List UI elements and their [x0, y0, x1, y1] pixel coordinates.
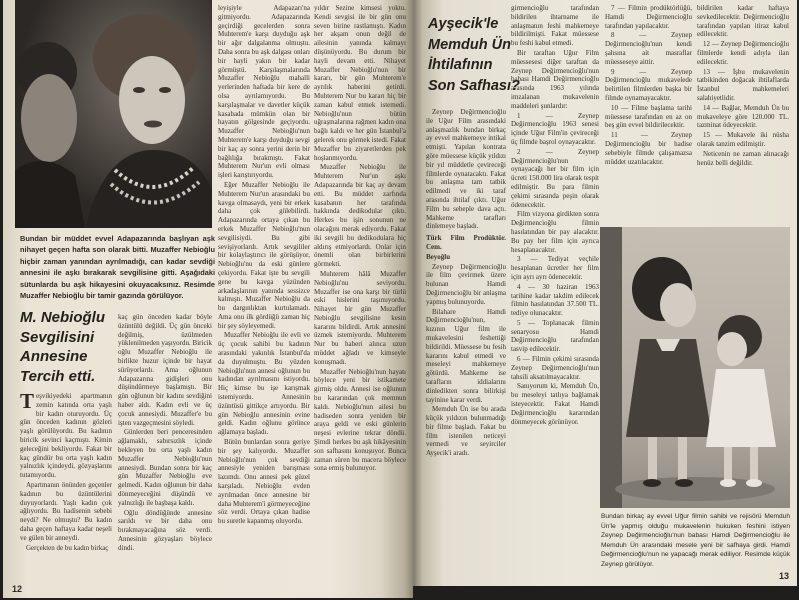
headline-line: Sevgilisini: [20, 328, 95, 346]
article-paragraph: leyişiyle Adapazarı'na gitmiyordu. Adapazarında geçirdiği gecelerden sonra Muhterem'e karşı duyduğu aşk bir ağır dalgalanma olmuştu. Daha sonra bu aşk dalgası onları bir hayli yakın bir kadar görmüştü. Karşılaşmalarında Muzaffer Nebioğlu mahalli yerlerinden haftada bir kere de olsa ayrılamıyordu. Bu karşılaşmalar ve davetler küçük kasabada mümkün olan bir hayatın gölgesinde geçiyordu. Muzaffer Nebioğlu'nun Muhterem'e karşı duyduğu sevgi bir kaç ay sonra yerini derin bir bağlılığa bırakmıştı. Fakat Muhterem Nur'un evli olması işleri karıştırıyordu.: [218, 4, 310, 180]
headline-line: Son Safhası?: [428, 77, 520, 94]
article-paragraph: Memduh Ün ise bu arada küçük yıldızın bulunmadığı bir filme başladı. Fakat bu film istenilen neticeyi vermedi ve seyirciler Ayşecik'i aradı.: [426, 405, 506, 458]
article-paragraph: 3 — Tediyat veçhile hesaplanan ücretler her film için ayrı ayrı ödenecektir.: [511, 255, 599, 281]
photo-couple-image: [15, 0, 212, 228]
headline-line: M. Nebioğlu: [20, 309, 105, 326]
article-paragraph: Sanıyorum ki, Memduh Ün, bu meseleyi tatlıya bağlamak isteyecektir. Fakat Hamdi Değirmencioğlu kararından dönmeyecek görünüyor.: [511, 382, 599, 426]
text-column-6: [511, 4, 599, 578]
article-paragraph: Muzaffer Nebioğlu ile Muhterem Nur'un aşkı Adapazarında bir kaç ay devam etti. Bu müddet zarfında kasabanın her tarafında hakkında dedikodular çıktı. Herkes bu işin sonunun ne olacağını merak ediyordu. Fakat iki sevgili bu dedikodulara hiç aldırış etmiyorlardı. Onlar için önemli olan birbirlerini görmekti.: [314, 163, 406, 269]
article-paragraph: 6 — Filmin çekimi sırasında Zeynep Değirmencioğlu'nun tahsili aksatılmayacaktır.: [511, 355, 599, 381]
article-paragraph: Film vizyona girdikten sonra Değirmencioğlu filmin hasılatından bir pay alacaktır. Bu pay her film için ayrıca hesaplanacaktır.: [511, 210, 599, 254]
child-dress: [706, 369, 776, 447]
article-paragraph: Apartmanın önünden geçenler kadının bu üzüntülerini duyuyorlardı. Yaşlı kadın çok ağlıyordu. Bu hadisenin sebebi neydi? Ne olmuştu? Bu kadın daha geçen haftaya kadar neşeli ve gülen bir anneydi.: [20, 480, 112, 542]
headline-line: Memduh Ün: [428, 36, 511, 53]
article-paragraph: Günlerden beri penceresinden ağlamaklı, sabırsızlık içinde bekleyen bu orta yaşlı kadın Muzaffer Nebioğlu'nun annesiydi. Bundan sonra bir kaç gün Muzaffer Nebioğlu eve gelmedi. Kadın oğlunun bir daha dönmeyeceğini düşündü ve yalnızlığı ile başbaşa kaldı.: [118, 428, 212, 507]
girl-shoe-left: [643, 479, 661, 487]
article-paragraph: Teşvikiyedeki apartmanın zemin katında orta yaşlı bir kadın oturuyordu. Üç gün önceden kadının gözleri yaşlı görülüyordu. Bu kadının biricik sevinci kaçmıştı. Kimin geleceğini bekliyordu. Fakat bir kaç gündür bu orta yaşlı kadın yalnızlık içindeydi, gözyaşlarını tutamıyordu.: [20, 392, 112, 480]
girl-leg-left: [648, 437, 657, 481]
woman-eye-left: [133, 87, 145, 93]
girl-leg-right: [678, 437, 687, 481]
article-paragraph: Neticenin ne zaman alınacağı henüz belli değildir.: [697, 149, 789, 167]
photo-children: [600, 227, 790, 508]
child-leg-left: [724, 447, 732, 481]
headline-line: Ayşecik'le: [428, 16, 499, 32]
child-face: [717, 332, 747, 366]
article-headline: [20, 308, 105, 386]
photo-caption: Bundan bir müddet evvel Adapazarında başlıyan aşk nihayet geçen hafta son olarak bitti. Muzaffer Nebioğlu hiçbir zaman yanından ayrılmadığı, can kadar sevdiği annesini ile aşkı bırakarak sevgilisine gitti. Aşağıdaki sütunlarda bu aşk hikayesini okuyacaksınız. Resimde Muzaffer Nebioğlu bir tamir gazında görülüyor.: [20, 234, 215, 301]
headline-line: İhtilafının: [428, 57, 493, 73]
article-paragraph: 14 — Bağlar, Memduh Ün bu mukaveleye göre 120.000 TL. tazminat ödeyecektir.: [697, 103, 789, 130]
article-subheading: Beyoğlu: [426, 252, 451, 261]
woman-face: [119, 56, 185, 144]
text-column-3: [218, 4, 310, 578]
article-paragraph: 15 — Mukavele iki nüsha olarak tanzim edilmiştir.: [697, 131, 789, 148]
furniture-shadow: [600, 227, 622, 508]
text-column-1: [20, 392, 112, 578]
article-paragraph: Bir taraftan Uğur Film müessesesi diğer taraftan da Zeynep Değirmencioğlu'nun babası Hamdi Değirmencioğlu arasında 1963 yılında imzalanan mukavelenin maddeleri şunlardır:: [511, 48, 599, 110]
article-paragraph: 11 — Zeynep Değirmencioğlu bir hadise sebebiyle filmde çalışamazsa müddet uzatılacaktır.: [605, 131, 692, 166]
woman-lips: [144, 121, 162, 128]
article-paragraph: Zeynep Değirmencioğlu ile film çevirmek üzere bulunan Hamdi Değirmencioğlu bir anlaşma yapmış bulunuyordu.: [426, 262, 506, 306]
man-face: [21, 74, 77, 162]
article-paragraph: 10 — Filme başlama tarihi müessese tarafından en az on beş gün evvel bildirilecektir.: [605, 103, 692, 130]
article-paragraph: 12 — Zeynep Değirmencioğlu filmlerde kendi adıyla ilan edilecektir.: [697, 40, 789, 66]
article-headline: [428, 14, 520, 96]
article-subheading: Türk Film Prodüktör. Cem.: [426, 234, 506, 251]
article-paragraph: Eğer Muzaffer Nebioğlu ile Muhterem Nur'un arasındaki bu kavga olmasaydı, yeni bir erkek daha çok gülebilirdi. Adapazarında ortaya çıkan bu erkek Muzaffer Nebioğlu'nun sevgilisiydi. Bu gibi sevişiyorlardı. Artık sevgililer bir kolaylaştırıcı ile görüşüyor, Nebioğlu'nu da eski günlere çekiyordu. Fakat işte bu sevgili gene bu kavga yüzünden arkadaşlarının yanında sessizce kalmıştı. Muzaffer Nebioğlu da bu dargınlıktan kurtulamadı. Ama onu ilk gördüğü zaman hiç bir şey söyleyemedi.: [218, 180, 310, 330]
article-paragraph: 4 — 30 haziran 1963 tarihine kadar takdim edilecek filmin hasılatından 37.500 TL. tediye olunacaktır.: [511, 282, 599, 318]
child-shoe-right: [746, 479, 762, 487]
article-paragraph: 13 — İşbu mukavelenin tatbikinden doğacak ihtilaflarda İstanbul mahkemeleri salahiyetlidir.: [697, 67, 789, 102]
article-paragraph: 1 — Zeynep Değirmencioğlu 1963 senesi içinde Uğur Film'in çevireceği üç filmde başrol oynayacaktır.: [511, 111, 599, 146]
child-shoe-left: [720, 479, 736, 487]
article-paragraph: Muzaffer Nebioğlu'nun hayatı böylece yeni bir istikamete girmiş oldu. Annesi ise oğlunun bu kararından çok memnun kaldı. Nebioğlu'nun ailesi bu hadiseden sonra yeniden bir araya geldi ve eski günlerin neşesi evlerine tekrar döndü. Şimdi herkes bu aşk hikâyesinin son safhasını konuşuyor. Bunca zaman süren bu macera böylece sona ermiş bulunuyor.: [314, 367, 406, 473]
article-paragraph: Gerçekten de bu kadın birkaç: [26, 543, 109, 552]
article-paragraph: bildirilen kadar haftaya sevkedilecektir. Değirmencioğlu tarafından yapılan itiraz kabul edilecektir.: [697, 4, 789, 39]
photo-caption: Bundan birkaç ay evvel Uğur filmin sahibi ve rejisörü Memduh Ün'le yapmış olduğu mukavelenin hukuken feshini istiyen Zeynep Değirmencioğlu'nun babası Hamdi Değirmencioğlu ile Memduh Ün arasındaki mesele yeni bir safhaya girdi. Hamdi Değirmencioğlu'nun ne yapacağı merak ediliyor. Resimde küçük Zeynep görülüyor.: [601, 513, 790, 568]
photo-children-image: [600, 227, 790, 508]
article-paragraph: Muhterem hâlâ Muzaffer Nebioğlu'nu seviyordu. Muzaffer ise ona karşı bir türlü eski hislerini taşımıyordu. Nihayet bir gün Muzaffer Nebioğlu sevgilisine kesin kararını bildirdi. Artık annesini üzmek istemiyordu. Muhterem Nur bu haberi alınca uzun müddet ağladı ve kimseyle konuşmadı.: [314, 269, 406, 366]
article-paragraph: Muzaffer Nebioğlu ile evli ve üç çocuk sahibi bu kadının arasındaki yakınlık İstanbul'da da duyulmuştu. Bu yüzden Nebioğlu'nun annesi oğlunun bu kadından ayrılmasını istiyordu. Hiç kimse bu işe karışmak istemiyordu. Annesinin üzüntüsü gittikçe artıyordu. Bir gün Nebioğlu annesinin evine geldi. Kadın oğlunu görünce ağlamaya başladı.: [218, 331, 310, 437]
photo-couple: [15, 0, 212, 228]
page-number: 12: [12, 584, 23, 594]
headline-line: Annesine: [20, 348, 88, 366]
girl-shoe-right: [675, 479, 693, 487]
text-column-8: [697, 4, 789, 222]
text-column-7: [605, 4, 692, 222]
article-paragraph: Bütün bunlardan sonra geriye bir şey kalıyordu. Muzaffer Nebioğlu'nun çok sevdiği annesiyle yeniden barışması lazımdı. Onu annesi pek güzel karşıladı. Nebioğlu evden ayrılmadan önce annesine bir daha Muhterem'i görmeyeceğine söz verdi. Ortaya çıkan hadise bu suretle kapanmış oluyordu.: [218, 438, 310, 526]
headline-line: Tercih etti.: [20, 367, 96, 385]
text-column-4: [314, 4, 406, 578]
article-paragraph: Oğlu döndüğünde annesine sarıldı ve bir daha onu bırakmayacağına söz verdi. Annesinin gözyaşları böylece dindi.: [118, 508, 212, 552]
child-leg-right: [750, 447, 758, 481]
article-paragraph: Zeynep Değirmencioğlu ile Uğur Film arasındaki anlaşmazlık bundan birkaç ay evvel mahkemeye intikal etmişti. Yapılan kontrata göre müessese küçük yıldızı bir yıl müddetle çevireceği filmlerde oynatacaktı. Fakat bu anlaşma tam tatbik edilmedi ve iki taraf arasında ihtilaf çıktı. Uğur Film bu sebeple dava açtı. Mahkeme tarafları dinlemeye başladı.: [426, 108, 506, 231]
article-paragraph: 5 — Toplanacak filmin senaryosu Hamdi Değirmencioğlu tarafından tasvip edilecektir.: [511, 318, 599, 354]
article-paragraph: 9 — Zeynep Değirmencioğlu mukavelede belirtilen filmlerden başka bir filmde oynamayacaktır.: [605, 67, 692, 102]
article-paragraph: girmencioğlu tarafından bildirilen ihtarname ile anlaşmanın feshi mahkemeye bildirilmişti. Fakat müessese bu feshi kabul etmedi.: [511, 4, 599, 48]
article-paragraph: 2 — Zeynep Değirmencioğlu'nun oynayacağı her bir film için ücreti 150.000 lira olarak tespit edilmiştir. Bu para filmin çekimi sırasında peşin olarak ödenecektir.: [511, 147, 599, 209]
text-column-5: [426, 108, 506, 578]
woman-eye-right: [159, 87, 171, 93]
article-paragraph: kaç gün önceden kadar böyle üzüntülü değildi. Üç gün önceki değilmiş, üzülmeden yüklenilmeden yaşıyordu. Biricik oğlu Muzaffer Nebioğlu ile birlikte huzur içinde bir hayat sürüyorlardı. Ama oğlunun Adapazarına gidişleri onu düşündürmeye başlamıştı. Bir gün oğlunun bir kadını sevdiğini haber aldı. Kadın evli ve üç çocuk annesiydi. Muzaffer'e bu işten vazgeçmesini söyledi.: [118, 313, 212, 427]
page-number: 13: [779, 571, 790, 581]
article-paragraph: 8 — Zeynep Değirmencioğlu'nun kendi şahsına ait masraflar müesseseye aittir.: [605, 31, 692, 66]
article-paragraph: Bilahare Hamdi Değirmencioğlu'nun, kızının Uğur film ile mukavelesini feshettiği bildirildi. Müessese bu fesih kararını kabul etmedi ve meseleyi mahkemeye götürdü. Mahkeme ise tarafların iddialarını dinledikten sonra bilirkişi tayinine karar verdi.: [426, 307, 506, 404]
girl-face: [660, 283, 696, 327]
article-paragraph: 7 — Filmin prodüktörlüğü, Hamdi Değirmencioğlu tarafından yapılacaktır.: [605, 4, 692, 30]
text-column-2: [118, 313, 212, 578]
article-paragraph: yıldır Sezine kimsesi yoktu. Kendi sevgisi ile bir gün onu seven birine rastlamıştı. Kadın her akşam onun değil de ailesinin yanında kalmayı düşünüyordu. Bu durum bir hayli devam etti. Nihayet Muzaffer Nebioğlu'nun bir kararı, bir gün Muhterem'e ayrılık haberini getirdi. Muhterem Nur bu kararı hiç bir zaman kabul etmek istemedi. Nebioğlu'nun bütün uğraşmalarına rağmen kadın ona bağlı kaldı ve her gün İstanbul'a gelerek onu görmek istedi. Fakat Muzaffer bu ziyaretlerden pek hoşlanmıyordu.: [314, 4, 406, 162]
